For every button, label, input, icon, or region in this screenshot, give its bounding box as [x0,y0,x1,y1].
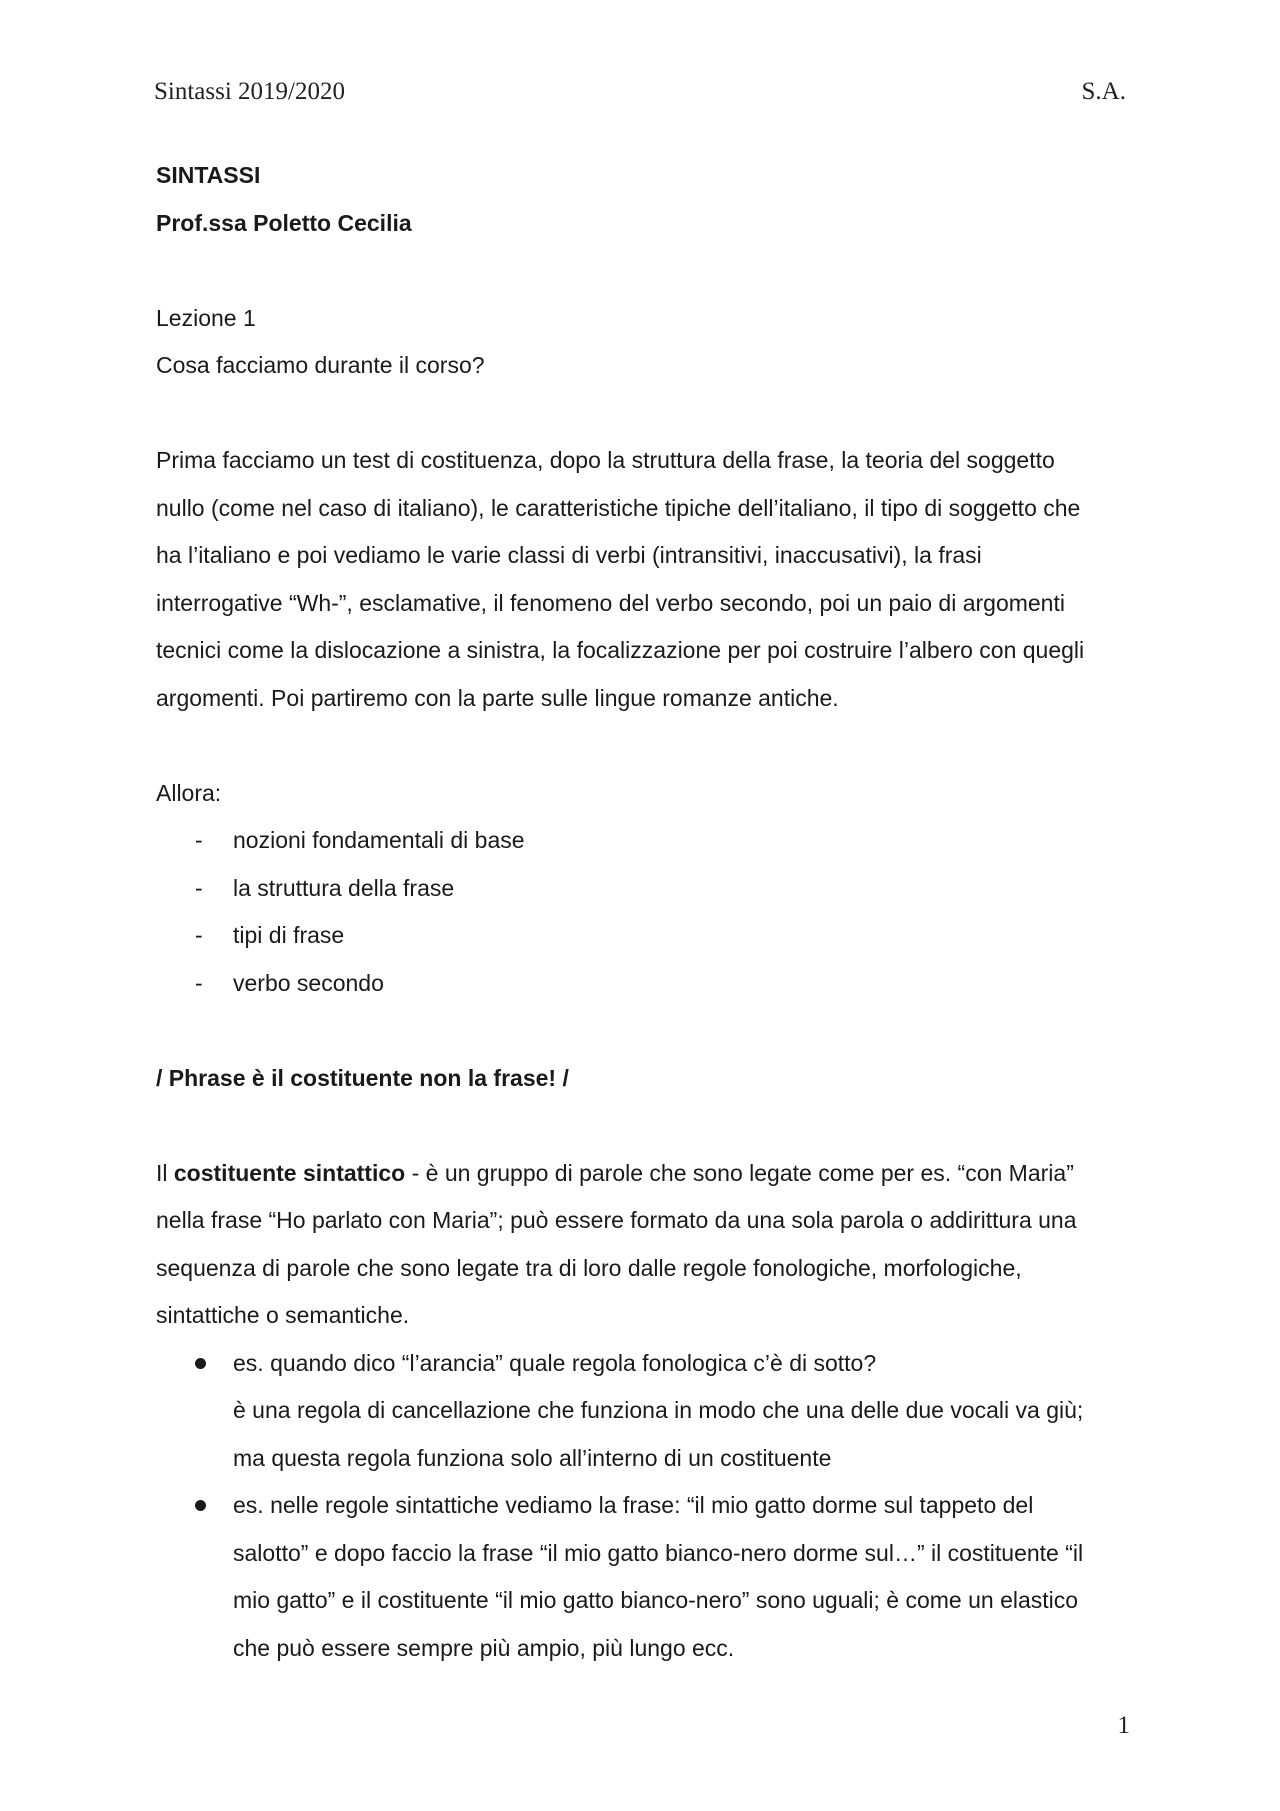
list-item: - nozioni fondamentali di base [156,817,1136,865]
header-initials: S.A. [1081,78,1126,105]
author-line: Prof.ssa Poletto Cecilia [156,209,412,236]
bullet-icon [195,1358,206,1369]
paragraph-line: nullo (come nel caso di italiano), le caratteristiche tipiche dell’italiano, il tipo di soggetto che [156,494,1081,521]
paragraph-line: che può essere sempre più ampio, più lungo ecc. [233,1634,735,1661]
definition-term: costituente sintattico [173,1159,406,1186]
paragraph-line: ha l’italiano e poi vediamo le varie classi di verbi (intransitivi, inaccusativi), la frasi [156,542,982,568]
header-course: Sintassi 2019/2020 [154,78,345,105]
definition-first-line [156,1150,1136,1198]
phrase-note: / Phrase è il costituente non la frase! / [156,1064,569,1091]
lesson-heading: Lezione 1 [156,304,256,331]
definition-prefix: Il [156,1159,174,1186]
paragraph-line: Prima facciamo un test di costituenza, dopo la struttura della frase, la teoria del soggetto [156,447,1055,473]
document-title: SINTASSI [156,162,261,188]
list-item: - tipi di frase [156,912,1136,960]
paragraph-line: salotto” e dopo faccio la frase “il mio gatto bianco-nero dorme sul…” il costituente “il [233,1539,1084,1566]
list-item: - verbo secondo [156,960,1136,1008]
course-question: Cosa facciamo durante il corso? [156,352,485,378]
paragraph-line: è una regola di cancellazione che funziona in modo che una delle due vocali va giù; [233,1397,1084,1423]
paragraph-line: argomenti. Poi partiremo con la parte sulle lingue romanze antiche. [156,684,839,711]
example-list [156,1340,1136,1673]
paragraph-line: nella frase “Ho parlato con Maria”; può essere formato da una sola parola o addirittura una [156,1207,1077,1233]
bullet-icon [195,1500,206,1511]
paragraph-line: mio gatto” e il costituente “il mio gatto bianco-nero” sono uguali; è come un elastico [233,1587,1079,1613]
list-item: - la struttura della frase [156,865,1136,913]
intro-paragraph [156,437,1136,722]
document-body [156,152,1136,1672]
paragraph-line: es. quando dico “l’arancia” quale regola fonologica c’è di sotto? [233,1349,877,1376]
paragraph-line: sintattiche o semantiche. [156,1302,410,1328]
definition-rest: - è un gruppo di parole che sono legate come per es. “con Maria” [405,1159,1074,1186]
running-header [154,78,1126,106]
topic-list [156,817,1136,1007]
paragraph-line: ma questa regola funziona solo all’interno di un costituente [233,1444,832,1471]
example-item [156,1482,1136,1672]
paragraph-line: es. nelle regole sintattiche vediamo la frase: “il mio gatto dorme sul tappeto del [233,1492,1034,1518]
page-number: 1 [1117,1712,1130,1739]
paragraph-line: interrogative “Wh-”, esclamative, il fenomeno del verbo secondo, poi un paio di argomenti [156,589,1065,616]
example-item [156,1340,1136,1483]
paragraph-line: tecnici come la dislocazione a sinistra, la focalizzazione per poi costruire l’albero con quegli [156,637,1085,663]
allora-label: Allora: [156,779,222,806]
definition-paragraph [156,1150,1136,1340]
paragraph-line: sequenza di parole che sono legate tra di loro dalle regole fonologiche, morfologiche, [156,1254,1022,1281]
